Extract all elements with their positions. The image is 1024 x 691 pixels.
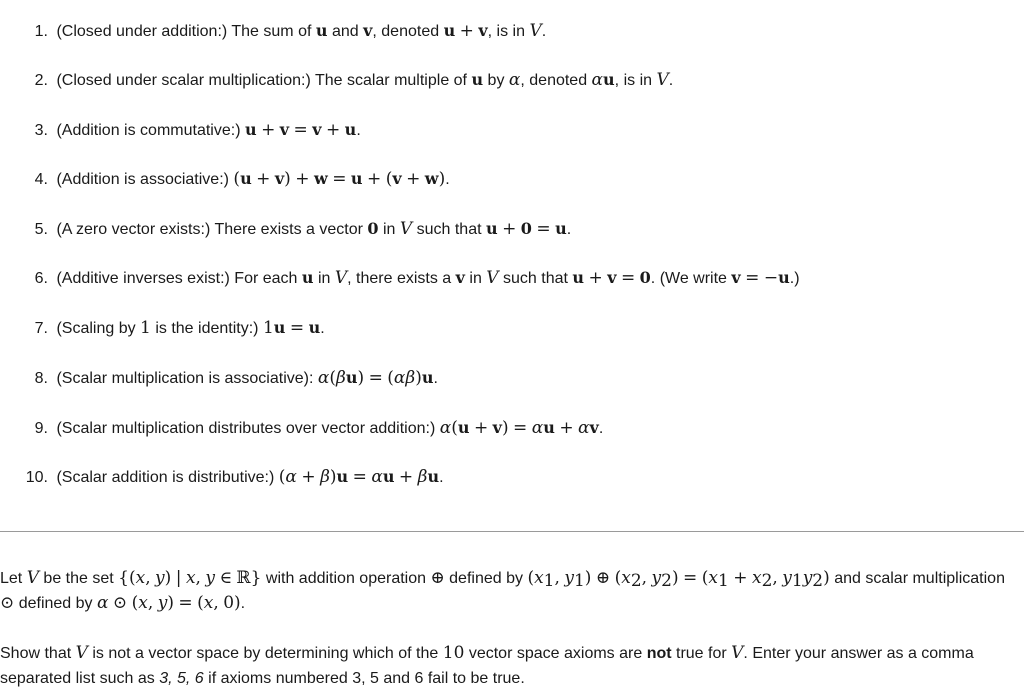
axiom-1 (0, 18, 1000, 44)
axiom-statement: For each u in V, there exists a v in V such that u + v = 0. (We write v = −u.) (234, 268, 800, 288)
axiom-label: (Addition is associative:) (56, 171, 229, 188)
axiom-5 (0, 216, 1000, 242)
problem-definition: Let V be the set {(x, y) | x, y ∈ ℝ} with addition operation ⊕ defined by ($x_1$, $y_1$) ⊕ ($x_2$, $y_2) = (x_1 + x_2$, $y_1y_2$) and scalar multiplication ⊙ defined by α ⊙ (x, y) = (x, 0). (0, 568, 1005, 613)
axiom-label: (A zero vector exists:) (56, 221, 211, 238)
axiom-statement: α(βu) = (αβ)u. (317, 368, 438, 388)
axiom-number: 9. (34, 420, 48, 437)
axiom-label: (Closed under addition:) (56, 23, 228, 40)
axiom-number: 6. (34, 270, 48, 287)
section-divider (0, 531, 1024, 532)
axiom-statement: The scalar multiple of u by α, denoted αu, is in V. (314, 70, 674, 90)
axiom-3 (0, 117, 1000, 143)
axiom-statement: (u + v) + w = u + (v + w). (233, 169, 450, 189)
axiom-statement: 1u = u. (262, 318, 325, 338)
axiom-statement: (α + β)u = αu + βu. (278, 467, 444, 487)
axiom-statement: There exists a vector 0 in V such that u + 0 = u. (214, 219, 572, 239)
axiom-10 (0, 464, 1000, 490)
axiom-statement: u + v = v + u. (244, 120, 361, 140)
axiom-label: (Scaling by 1 is the identity:) (56, 318, 259, 338)
axiom-9 (0, 415, 1000, 441)
axiom-number: 3. (34, 122, 48, 139)
axiom-number: 8. (34, 370, 48, 387)
axiom-label: (Scalar multiplication distributes over vector addition:) (56, 420, 436, 437)
axiom-statement: The sum of u and v, denoted u + v, is in V. (231, 21, 547, 41)
axiom-label: (Addition is commutative:) (56, 122, 241, 139)
axiom-number: 7. (34, 320, 48, 337)
axiom-7 (0, 315, 1000, 341)
axiom-2 (0, 67, 1000, 93)
axiom-number: 5. (34, 221, 48, 238)
axiom-6 (0, 265, 1000, 291)
axiom-label: (Scalar multiplication is associative): (56, 370, 314, 387)
problem-instruction: Show that V is not a vector space by determining which of the 10 vector space axioms are not true for V. Enter your answer as a comma separated list such as 3, 5, 6 if axioms numbered 3, 5 and 6 fail to be true. (0, 643, 974, 687)
axiom-number: 10. (25, 469, 48, 486)
axiom-label: (Scalar addition is distributive:) (56, 469, 275, 486)
axiom-label: (Additive inverses exist:) (56, 270, 230, 287)
axiom-number: 4. (34, 171, 48, 188)
axiom-statement: α(u + v) = αu + αv. (439, 418, 604, 438)
axiom-number: 2. (34, 72, 48, 89)
axiom-label: (Closed under scalar multiplication:) (56, 72, 311, 89)
axiom-number: 1. (34, 23, 48, 40)
axiom-4 (0, 166, 1000, 192)
axiom-8 (0, 365, 1000, 391)
